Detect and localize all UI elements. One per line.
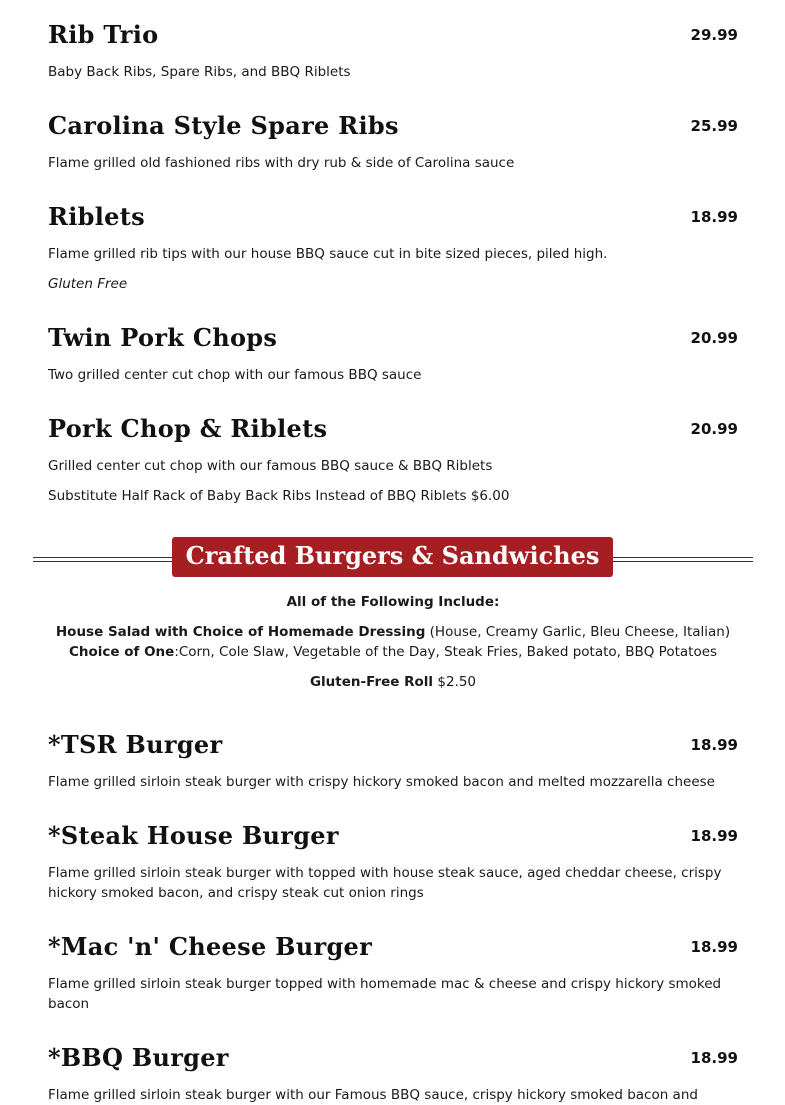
- gluten-free-note: Gluten Free: [48, 276, 128, 292]
- menu-item-tsr-burger: [48, 730, 738, 790]
- item-name: Rib Trio: [48, 20, 159, 49]
- item-price: 18.99: [690, 938, 738, 956]
- item-name: *Steak House Burger: [48, 821, 339, 850]
- item-description: Grilled center cut chop with our famous BBQ sauce & BBQ Riblets: [48, 458, 493, 474]
- item-price: 20.99: [690, 420, 738, 438]
- item-price: 18.99: [690, 1049, 738, 1067]
- item-description: Baby Back Ribs, Spare Ribs, and BBQ Riblets: [48, 64, 351, 80]
- item-price: 20.99: [690, 329, 738, 347]
- gf-roll-label: Gluten-Free Roll: [309, 674, 434, 690]
- salad-options: (House, Creamy Garlic, Bleu Cheese, Italian): [425, 624, 731, 640]
- item-name: *TSR Burger: [48, 730, 223, 759]
- section-title: Crafted Burgers & Sandwiches: [185, 541, 600, 570]
- includes-heading: All of the Following Include:: [286, 594, 500, 610]
- item-name: Riblets: [48, 202, 145, 231]
- item-description: Flame grilled sirloin steak burger with our Famous BBQ sauce, crispy hickory smoked bacon and: [48, 1087, 698, 1103]
- item-name: Pork Chop & Riblets: [48, 414, 328, 443]
- menu-item-steak-house-burger: [48, 821, 738, 901]
- item-description: Flame grilled sirloin steak burger with crispy hickory smoked bacon and melted mozzarella cheese: [48, 774, 715, 790]
- item-price: 29.99: [690, 26, 738, 44]
- item-name: Twin Pork Chops: [48, 323, 278, 352]
- choice-options: :Corn, Cole Slaw, Vegetable of the Day, Steak Fries, Baked potato, BBQ Potatoes: [174, 644, 718, 660]
- menu-item-rib-trio: [48, 20, 738, 80]
- item-description: Flame grilled sirloin steak burger topped with homemade mac & cheese and crispy hickory smoked bacon: [48, 976, 722, 1012]
- substitution-note: Substitute Half Rack of Baby Back Ribs Instead of BBQ Riblets $6.00: [48, 488, 510, 504]
- menu-item-twin-pork-chops: [48, 323, 738, 383]
- item-price: 18.99: [690, 736, 738, 754]
- item-description: Flame grilled sirloin steak burger with topped with house steak sauce, aged cheddar cheese, crispy hickory smoked bacon, and crispy steak cut onion rings: [48, 865, 722, 901]
- menu-item-bbq-burger: [48, 1043, 738, 1103]
- item-description: Two grilled center cut chop with our famous BBQ sauce: [48, 367, 422, 383]
- item-name: *BBQ Burger: [48, 1043, 229, 1072]
- item-price: 25.99: [690, 117, 738, 135]
- choice-line: [33, 642, 753, 662]
- choice-label: Choice of One: [68, 644, 175, 660]
- item-description: Flame grilled old fashioned ribs with dry rub & side of Carolina sauce: [48, 155, 515, 171]
- item-name: Carolina Style Spare Ribs: [48, 111, 399, 140]
- salad-line: [33, 622, 753, 642]
- menu-item-carolina-spare-ribs: [48, 111, 738, 171]
- menu-item-riblets: [48, 202, 738, 292]
- item-price: 18.99: [690, 827, 738, 845]
- item-description: Flame grilled rib tips with our house BBQ sauce cut in bite sized pieces, piled high.: [48, 246, 608, 262]
- item-name: *Mac 'n' Cheese Burger: [48, 932, 373, 961]
- menu-item-mac-n-cheese-burger: [48, 932, 738, 1012]
- item-price: 18.99: [690, 208, 738, 226]
- section-title-box: [172, 537, 613, 577]
- menu-item-pork-chop-riblets: [48, 414, 738, 504]
- section-banner: [33, 537, 753, 577]
- salad-label: House Salad with Choice of Homemade Dressing: [55, 624, 426, 640]
- gf-roll-price: $2.50: [433, 674, 477, 690]
- gluten-free-roll-line: [33, 672, 753, 692]
